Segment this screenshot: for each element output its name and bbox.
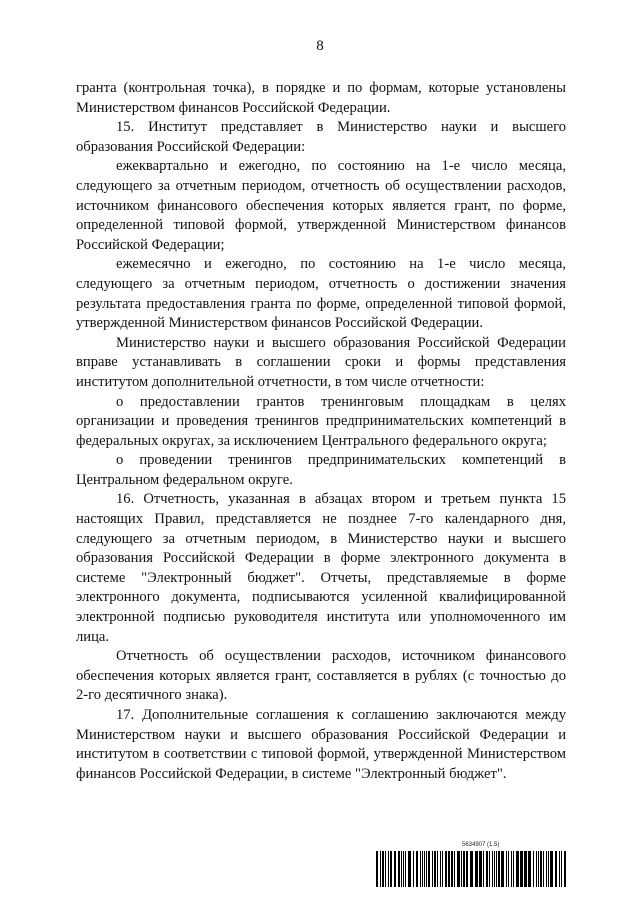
paragraph: Отчетность об осуществлении расходов, источником финансового обеспечения которых является грант, составляется в рублях (с точностью до 2-го десятичного знака). (76, 648, 566, 704)
document-body (76, 79, 566, 784)
paragraph: 15. Институт представляет в Министерство науки и высшего образования Российской Федерации: (76, 119, 566, 155)
paragraph: Министерство науки и высшего образования Российской Федерации вправе устанавливать в соглашении сроки и формы представления институтом дополнительной отчетности, в том числе отчетности: (76, 334, 566, 390)
barcode-icon (376, 851, 566, 887)
barcode-code: 5634907 (1.5) (462, 842, 500, 848)
paragraph: ежемесячно и ежегодно, по состоянию на 1-е число месяца, следующего за отчетным периодом, отчетность о достижении значения результата предоставления гранта по форме, определенной типовой формой, утвержденной Министерством финансов Российской Федерации. (76, 256, 566, 332)
page-number: 8 (316, 38, 324, 54)
paragraph: о предоставлении грантов тренинговым площадкам в целях организации и проведения тренингов предпринимательских компетенций в федеральных округах, за исключением Центрального федерального округа; (76, 393, 566, 449)
paragraph: 17. Дополнительные соглашения к соглашению заключаются между Министерством науки и высшего образования Российской Федерации и институтом в соответствии с типовой формой, утвержденной Министерством финансов Российской Федерации, в системе "Электронный бюджет". (76, 707, 566, 782)
paragraph: ежеквартально и ежегодно, по состоянию на 1-е число месяца, следующего за отчетным периодом, отчетность об осуществлении расходов, источником финансового обеспечения которых является грант, по форме, определенной типовой формой, утвержденной Министерством финансов Российской Федерации; (76, 158, 566, 253)
paragraph: 16. Отчетность, указанная в абзацах втором и третьем пункта 15 настоящих Правил, представляется не позднее 7-го календарного дня, следующего за отчетным периодом, в Министерство науки и высшего образования Российской Федерации в форме электронного документа в системе "Электронный бюджет". Отчеты, представляемые в форме электронного документа, подписываются усиленной квалифицированной электронной подписью руководителя института или уполномоченного им лица. (76, 491, 566, 645)
paragraph: гранта (контрольная точка), в порядке и по формам, которые установлены Министерством финансов Российской Федерации. (76, 80, 566, 116)
paragraph: о проведении тренингов предпринимательских компетенций в Центральном федеральном округе. (76, 452, 566, 488)
